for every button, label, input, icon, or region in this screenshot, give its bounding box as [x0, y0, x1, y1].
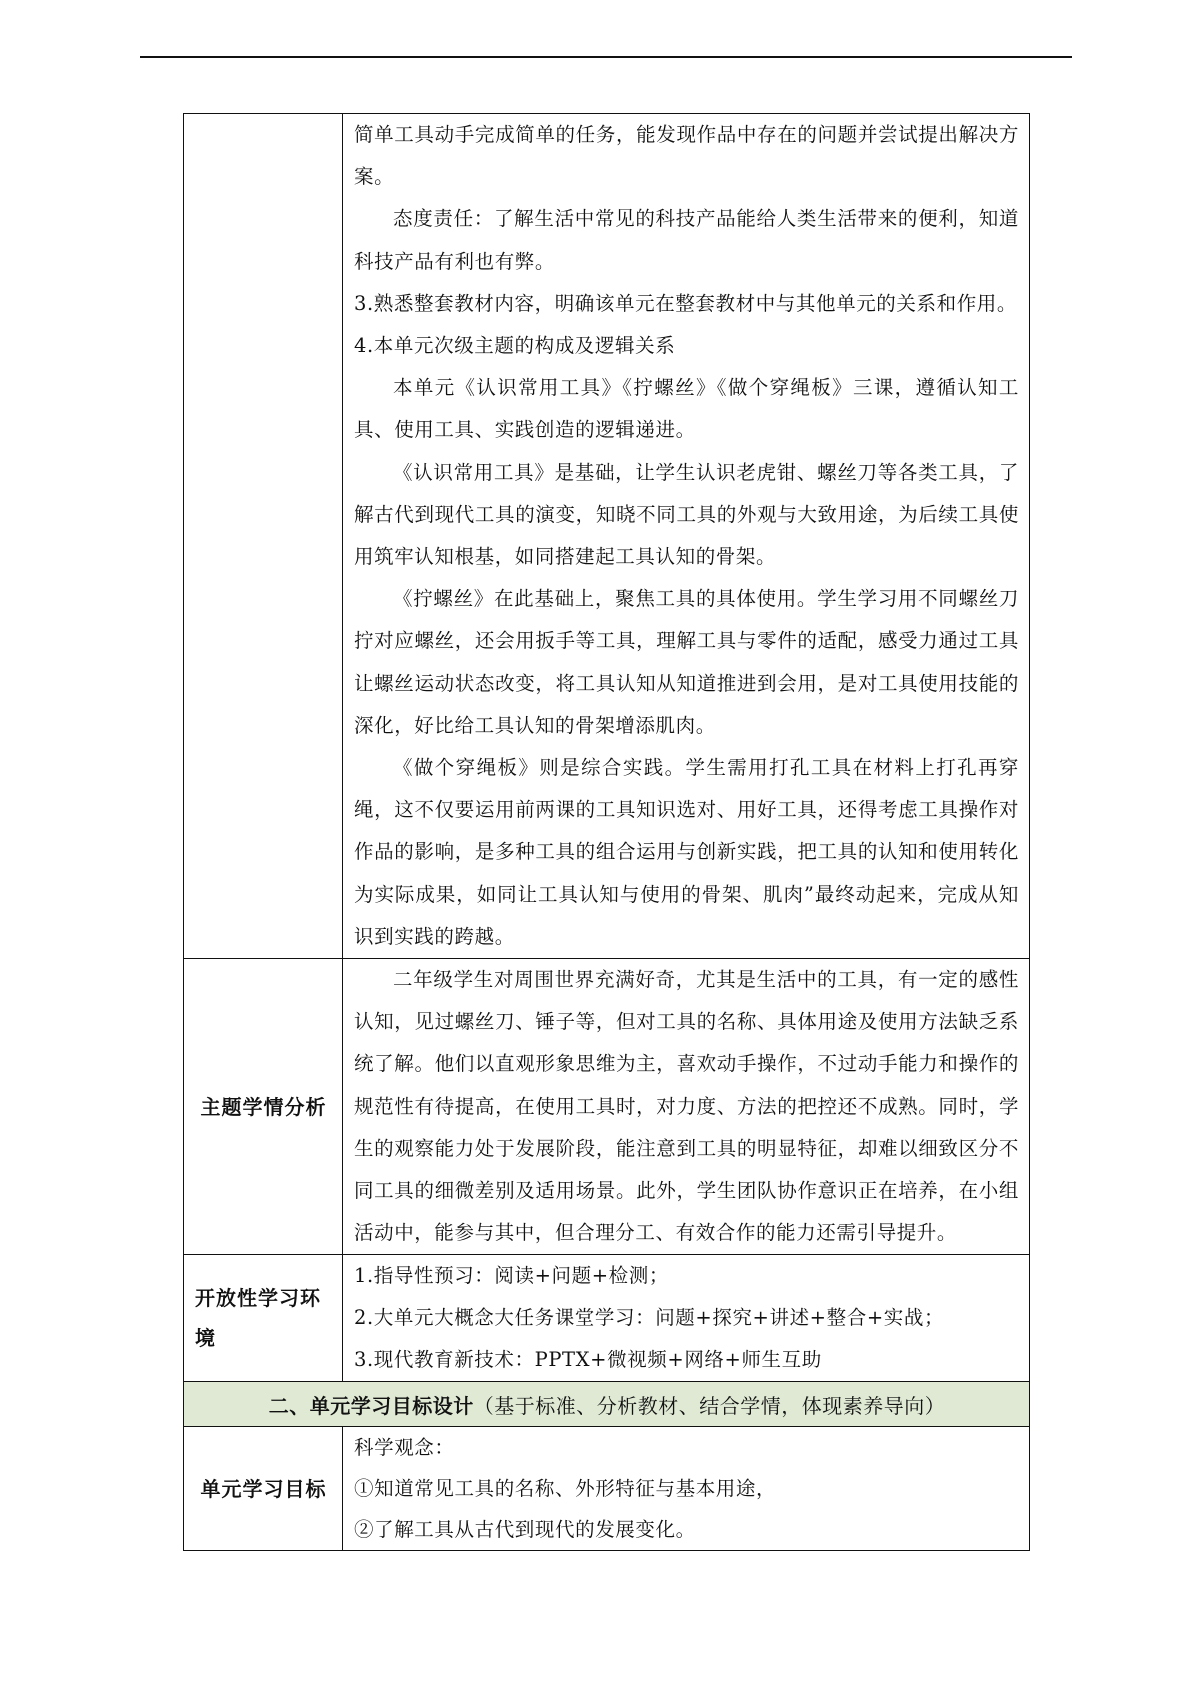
learner-analysis-content	[343, 959, 1030, 1255]
goals-item-3: ②了解工具从古代到现代的发展变化。	[354, 1518, 696, 1542]
learner-analysis-label: 主题学情分析	[184, 959, 343, 1255]
lesson-plan-table	[183, 113, 1030, 1551]
paragraph-textbook: 3.熟悉整套教材内容，明确该单元在整套教材中与其他单元的关系和作用。	[354, 291, 1018, 315]
section-header	[184, 1382, 1030, 1427]
goals-item-1: 科学观念：	[354, 1436, 455, 1460]
unit-analysis-content	[343, 114, 1030, 959]
environment-row	[184, 1255, 1030, 1382]
environment-label: 开放性学习环境	[184, 1255, 343, 1382]
header-rule	[140, 56, 1072, 58]
goals-item-2: ①知道常见工具的名称、外形特征与基本用途，	[354, 1477, 777, 1501]
paragraph-lesson-2: 《拧螺丝》在此基础上，聚焦工具的具体使用。学生学习用不同螺丝刀拧对应螺丝，还会用扳手等工具，理解工具与零件的适配，感受力通过工具让螺丝运动状态改变，将工具认知从知道推进到会用，是对工具使用技能的深化，好比给工具认知的骨架增添肌肉。	[354, 587, 1019, 737]
unit-analysis-row	[184, 114, 1030, 959]
environment-item-1: 1.指导性预习：阅读+问题+检测；	[354, 1264, 669, 1288]
paragraph-lesson-1: 《认识常用工具》是基础，让学生认识老虎钳、螺丝刀等各类工具，了解古代到现代工具的演变，知晓不同工具的外观与大致用途，为后续工具使用筑牢认知根基，如同搭建起工具认知的骨架。	[354, 460, 1019, 569]
paragraph-attitude: 态度责任：了解生活中常见的科技产品能给人类生活带来的便利，知道科技产品有利也有弊。	[354, 207, 1019, 273]
paragraph-unit-overview: 本单元《认识常用工具》《拧螺丝》《做个穿绳板》三课，遵循认知工具、使用工具、实践创造的逻辑递进。	[354, 376, 1019, 442]
unit-analysis-label-cell	[184, 114, 343, 959]
learner-analysis-text: 二年级学生对周围世界充满好奇，尤其是生活中的工具，有一定的感性认知，见过螺丝刀、锤子等，但对工具的名称、具体用途及使用方法缺乏系统了解。他们以直观形象思维为主，喜欢动手操作，不过动手能力和操作的规范性有待提高，在使用工具时，对力度、方法的把控还不成熟。同时，学生的观察能力处于发展阶段，能注意到工具的明显特征，却难以细致区分不同工具的细微差别及适用场景。此外，学生团队协作意识正在培养，在小组活动中，能参与其中，但合理分工、有效合作的能力还需引导提升。	[354, 968, 1019, 1245]
section-header-row	[184, 1382, 1030, 1427]
learner-analysis-row	[184, 959, 1030, 1255]
paragraph-tools-task: 简单工具动手完成简单的任务，能发现作品中存在的问题并尝试提出解决方案。	[354, 123, 1019, 189]
section-subtitle: （基于标准、分析教材、结合学情，体现素养导向）	[473, 1393, 946, 1418]
goals-label: 单元学习目标	[184, 1427, 343, 1551]
environment-content	[343, 1255, 1030, 1382]
section-title: 二、单元学习目标设计	[268, 1393, 474, 1418]
goals-content	[343, 1427, 1030, 1551]
goals-row	[184, 1427, 1030, 1551]
environment-item-2: 2.大单元大概念大任务课堂学习：问题+探究+讲述+整合+实战；	[354, 1306, 945, 1330]
paragraph-lesson-3: 《做个穿绳板》则是综合实践。学生需用打孔工具在材料上打孔再穿绳，这不仅要运用前两课的工具知识选对、用好工具，还得考虑工具操作对作品的影响，是多种工具的组合运用与创新实践，把工具的认知和使用转化为实际成果，如同让工具认知与使用的骨架、肌肉”最终动起来，完成从知识到实践的跨越。	[354, 756, 1019, 948]
environment-item-3: 3.现代教育新技术：PPTX+微视频+网络+师生互助	[354, 1348, 822, 1372]
paragraph-subtopics-heading: 4.本单元次级主题的构成及逻辑关系	[354, 334, 676, 358]
